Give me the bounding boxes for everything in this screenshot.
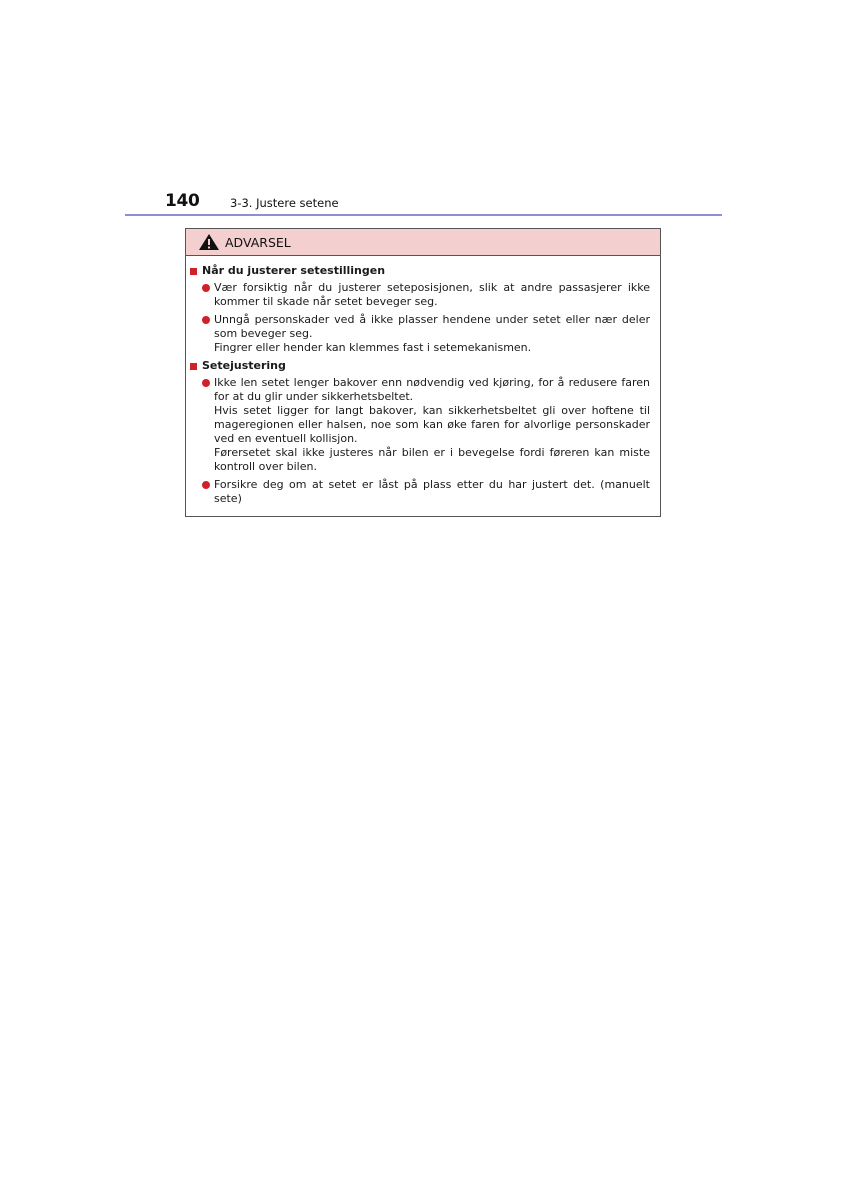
list-item <box>190 478 654 506</box>
warning-body <box>186 256 660 506</box>
paragraph: Fingrer eller hender kan klemmes fast i setemekanismen. <box>214 341 532 354</box>
dot-bullet-icon <box>202 284 210 292</box>
paragraph: Førersetet skal ikke justeres når bilen er i bevegelse fordi føreren kan miste kontroll over bilen. <box>214 446 650 473</box>
paragraph: Forsikre deg om at setet er låst på plass etter du har justert det. (manuelt sete) <box>214 478 650 505</box>
list-item <box>190 281 654 309</box>
paragraph: Vær forsiktig når du justerer seteposisjonen, slik at andre passasjerer ikke kommer til skade når setet beveger seg. <box>214 281 650 308</box>
section-heading <box>190 264 654 278</box>
section-heading <box>190 359 654 373</box>
header-rule <box>125 214 722 216</box>
paragraph: Hvis setet ligger for langt bakover, kan sikkerhetsbeltet gli over hoftene til mageregionen eller halsen, noe som kan øke faren for alvorlige personskader ved en eventuell kollisjon. <box>214 404 650 445</box>
warning-section <box>190 359 654 506</box>
warning-box <box>185 228 661 517</box>
dot-bullet-icon <box>202 379 210 387</box>
paragraph: Unngå personskader ved å ikke plasser hendene under setet eller nær deler som beveger seg. <box>214 313 650 340</box>
list-item <box>190 376 654 474</box>
section-heading-text: Når du justerer setestillingen <box>202 264 386 277</box>
warning-header <box>186 229 660 256</box>
square-bullet-icon <box>190 268 197 275</box>
list-item-text <box>214 281 654 309</box>
section-title: 3-3. Justere setene <box>230 196 339 210</box>
square-bullet-icon <box>190 363 197 370</box>
section-heading-text: Setejustering <box>202 359 286 372</box>
warning-section <box>190 264 654 355</box>
warning-title: ADVARSEL <box>225 234 291 250</box>
list-item-text <box>214 376 654 474</box>
list-item-text <box>214 313 654 355</box>
dot-bullet-icon <box>202 316 210 324</box>
list-item-text <box>214 478 654 506</box>
paragraph: Ikke len setet lenger bakover enn nødvendig ved kjøring, for å redusere faren for at du glir under sikkerhetsbeltet. <box>214 376 650 403</box>
list-item <box>190 313 654 355</box>
dot-bullet-icon <box>202 481 210 489</box>
warning-triangle-icon <box>198 233 220 251</box>
page-number: 140 <box>165 191 200 211</box>
